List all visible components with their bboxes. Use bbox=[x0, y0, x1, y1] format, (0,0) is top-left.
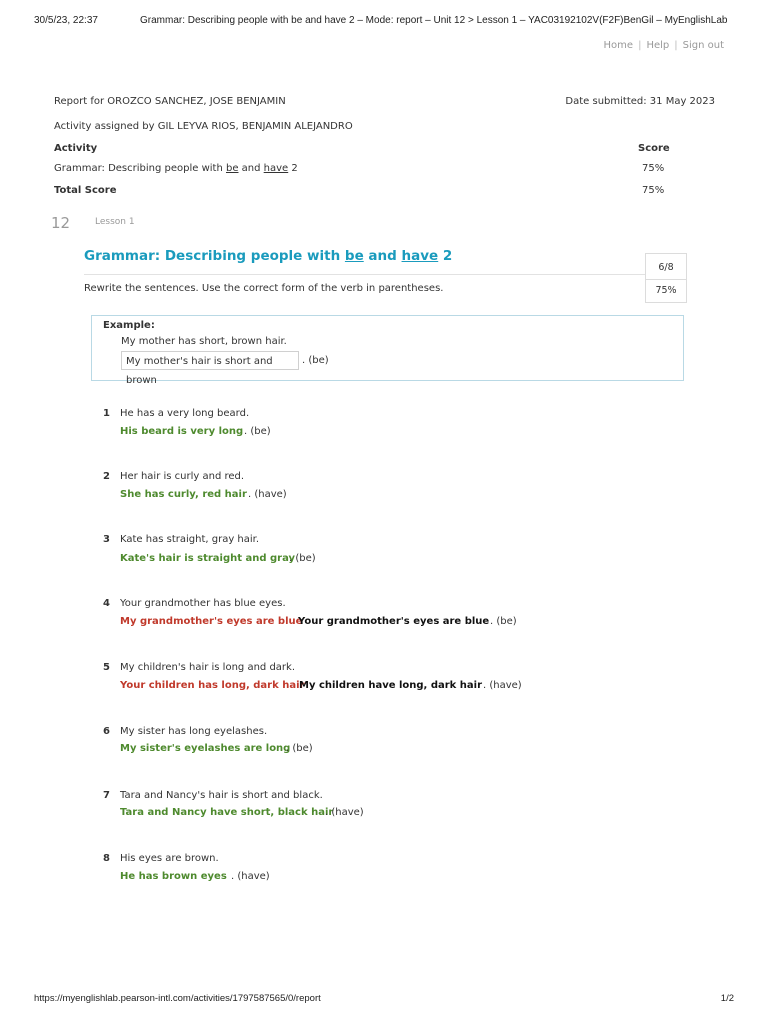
question-text: Tara and Nancy's hair is short and black. bbox=[120, 790, 323, 801]
exercise-title-have: have bbox=[401, 248, 439, 264]
date-submitted: Date submitted: 31 May 2023 bbox=[565, 96, 715, 107]
question-text: He has a very long beard. bbox=[120, 408, 250, 419]
report-for: Report for OROZCO SANCHEZ, JOSE BENJAMIN bbox=[54, 96, 286, 107]
student-answer-wrong: Your children has long, dark hair bbox=[120, 680, 305, 691]
assigned-by: Activity assigned by GIL LEYVA RIOS, BENJAMIN ALEJANDRO bbox=[54, 121, 353, 132]
lesson-label: Lesson 1 bbox=[95, 217, 135, 227]
student-answer-correct: My sister's eyelashes are long bbox=[120, 743, 291, 754]
total-score-label: Total Score bbox=[54, 185, 117, 196]
question-number: 3 bbox=[103, 534, 110, 545]
question-text: My children's hair is long and dark. bbox=[120, 662, 295, 673]
verb-hint: . (be) bbox=[289, 553, 316, 564]
student-answer-correct: Tara and Nancy have short, black hair bbox=[120, 807, 334, 818]
question-number: 4 bbox=[103, 598, 110, 609]
nav-separator: | bbox=[638, 40, 642, 51]
question-number: 8 bbox=[103, 853, 110, 864]
print-datetime: 30/5/23, 22:37 bbox=[34, 15, 98, 26]
exercise-title-and: and bbox=[363, 248, 402, 264]
verb-hint: . (have) bbox=[248, 489, 287, 500]
activity-score: 75% bbox=[642, 163, 665, 174]
print-page-number: 1/2 bbox=[720, 993, 734, 1004]
verb-hint: . (have) bbox=[231, 871, 270, 882]
exercise-title-prefix: Grammar: Describing people with bbox=[84, 248, 345, 264]
correct-answer: My children have long, dark hair bbox=[299, 680, 483, 691]
home-link[interactable]: Home bbox=[603, 40, 634, 51]
verb-hint: . (be) bbox=[286, 743, 313, 754]
verb-hint: . (have) bbox=[483, 680, 522, 691]
student-answer-correct: He has brown eyes bbox=[120, 871, 227, 882]
sign-out-link[interactable]: Sign out bbox=[682, 40, 724, 51]
activity-name bbox=[54, 163, 298, 174]
print-page-title: Grammar: Describing people with be and have 2 – Mode: report – Unit 12 > Lesson 1 – YAC03192102V(F2F)BenGil – MyEnglishLab bbox=[140, 15, 728, 26]
exercise-title bbox=[84, 248, 452, 264]
verb-hint: . (be) bbox=[244, 426, 271, 437]
top-nav bbox=[604, 40, 724, 51]
exercise-title-be: be bbox=[344, 248, 364, 264]
question-text: Kate has straight, gray hair. bbox=[120, 534, 260, 545]
activity-column-header: Activity bbox=[54, 143, 98, 154]
question-number: 5 bbox=[103, 662, 110, 673]
example-answer-field: My mother's hair is short and brown bbox=[121, 351, 299, 370]
activity-name-and: and bbox=[238, 163, 264, 174]
example-hint: . (be) bbox=[302, 355, 329, 366]
instruction: Rewrite the sentences. Use the correct form of the verb in parentheses. bbox=[84, 283, 444, 294]
example-box bbox=[91, 315, 684, 381]
example-label: Example: bbox=[103, 320, 155, 331]
student-answer-wrong: My grandmother's eyes are blue bbox=[120, 616, 303, 627]
question-number: 7 bbox=[103, 790, 110, 801]
student-answer-correct: His beard is very long bbox=[120, 426, 244, 437]
verb-hint: . (be) bbox=[490, 616, 517, 627]
unit-number: 12 bbox=[51, 214, 71, 232]
question-number: 1 bbox=[103, 408, 110, 419]
question-number: 6 bbox=[103, 726, 110, 737]
exercise-title-suffix: 2 bbox=[438, 248, 453, 264]
nav-separator: | bbox=[674, 40, 678, 51]
example-sentence: My mother has short, brown hair. bbox=[121, 336, 287, 347]
title-divider bbox=[84, 274, 646, 275]
verb-hint: . (have) bbox=[325, 807, 364, 818]
activity-name-prefix: Grammar: Describing people with bbox=[54, 163, 226, 174]
question-number: 2 bbox=[103, 471, 110, 482]
print-url: https://myenglishlab.pearson-intl.com/activities/1797587565/0/report bbox=[34, 993, 321, 1004]
score-box bbox=[645, 253, 687, 303]
activity-name-be: be bbox=[226, 163, 239, 174]
activity-name-suffix: 2 bbox=[288, 163, 298, 174]
student-answer-correct: She has curly, red hair bbox=[120, 489, 247, 500]
help-link[interactable]: Help bbox=[646, 40, 670, 51]
question-text: Her hair is curly and red. bbox=[120, 471, 245, 482]
score-percent: 75% bbox=[655, 285, 677, 296]
question-text: His eyes are brown. bbox=[120, 853, 219, 864]
total-score-value: 75% bbox=[642, 185, 665, 196]
score-column-header: Score bbox=[638, 143, 670, 154]
correct-answer: Your grandmother's eyes are blue bbox=[298, 616, 490, 627]
student-answer-correct: Kate's hair is straight and gray bbox=[120, 553, 296, 564]
question-text: Your grandmother has blue eyes. bbox=[120, 598, 286, 609]
question-text: My sister has long eyelashes. bbox=[120, 726, 268, 737]
activity-name-have: have bbox=[263, 163, 289, 174]
score-fraction: 6/8 bbox=[646, 254, 686, 280]
